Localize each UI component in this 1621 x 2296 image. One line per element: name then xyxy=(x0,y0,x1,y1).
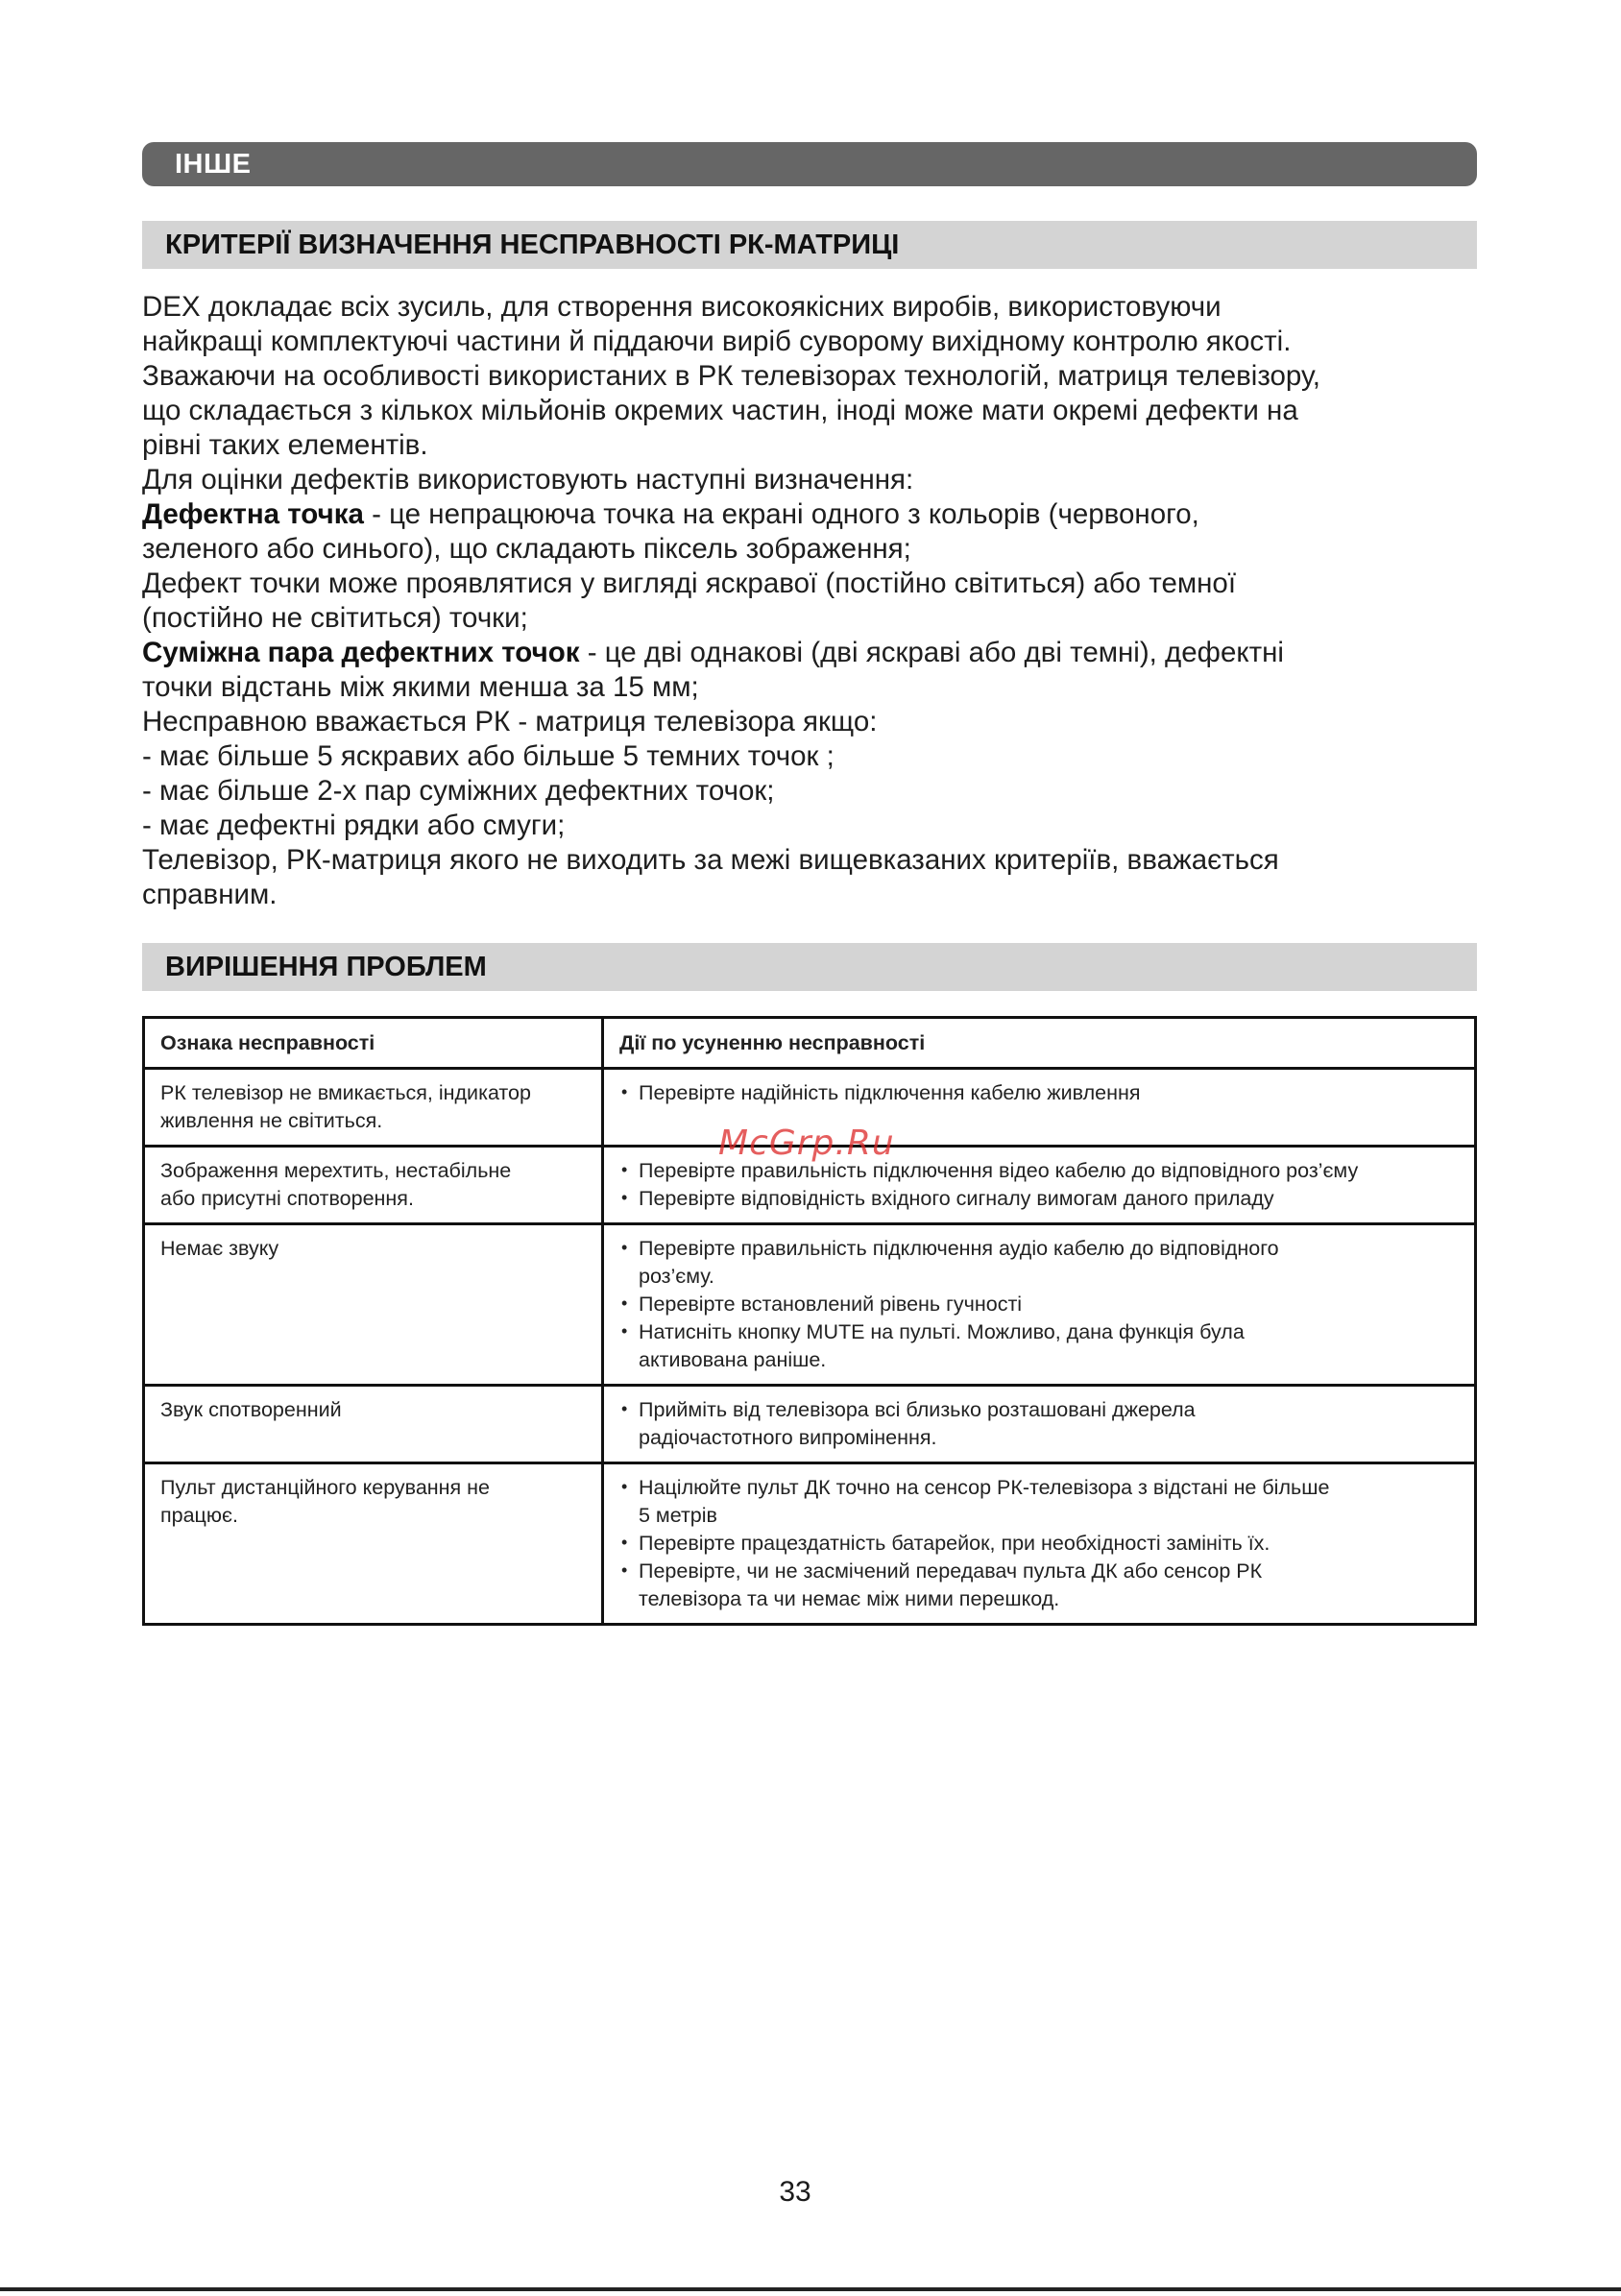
text-line: DEX докладає всіх зусиль, для створення високоякісних виробів, використовуючи xyxy=(142,291,1222,323)
cell-line: Пульт дистанційного керування не xyxy=(160,1476,490,1499)
table-row xyxy=(144,1386,1476,1463)
cell-line: активована раніше. xyxy=(639,1348,827,1371)
symptom-cell xyxy=(144,1386,603,1463)
action-item xyxy=(619,1530,1461,1558)
text-line: Несправною вважається РК - матриця телевізора якщо: xyxy=(142,706,878,737)
symptom-cell xyxy=(144,1069,603,1147)
symptom-cell xyxy=(144,1147,603,1224)
text-line: зеленого або синього), що складають піксель зображення; xyxy=(142,533,911,565)
table-row xyxy=(144,1224,1476,1386)
definition-defective-point xyxy=(142,497,1487,532)
text-line: - має дефектні рядки або смуги; xyxy=(142,810,566,841)
symptom-cell xyxy=(144,1224,603,1386)
text-line: - має більше 2-х пар суміжних дефектних точок; xyxy=(142,775,775,807)
cell-line: • Перевірте встановлений рівень гучності xyxy=(639,1293,1023,1316)
table-row xyxy=(144,1463,1476,1625)
cell-line: • Перевірте відповідність вхідного сигналу вимогам даного приладу xyxy=(639,1187,1274,1210)
actions-cell xyxy=(603,1224,1476,1386)
cell-line: телевізора та чи немає між ними перешкод. xyxy=(639,1587,1060,1610)
text-line: точки відстань між якими менша за 15 мм; xyxy=(142,671,699,703)
cell-line: Немає звуку xyxy=(160,1237,279,1260)
text-line: Для оцінки дефектів використовують наступні визначення: xyxy=(142,464,914,495)
text-line: що складається з кількох мільйонів окремих частин, іноді може мати окремі дефекти на xyxy=(142,395,1298,426)
text-line: (постійно не світиться) точки; xyxy=(142,602,528,634)
action-item xyxy=(619,1558,1461,1613)
criteria-section-header xyxy=(142,221,1477,269)
watermark: McGrp.Ru xyxy=(718,1124,895,1163)
cell-line: працює. xyxy=(160,1504,238,1527)
action-item xyxy=(619,1185,1461,1213)
cell-line: • Перевірте працездатність батарейок, при необхідності замініть їх. xyxy=(639,1532,1270,1555)
cell-line: 5 метрів xyxy=(639,1504,717,1527)
column-header-symptom: Ознака несправності xyxy=(144,1018,603,1069)
term-description: - це непрацююча точка на екрані одного з кольорів (червоного, xyxy=(363,498,1199,530)
text-line: Зважаючи на особливості використаних в РК телевізорах технологій, матриця телевізору, xyxy=(142,360,1321,392)
cell-line: РК телевізор не вмикається, індикатор xyxy=(160,1081,531,1104)
text-line: Телевізор, РК-матриця якого не виходить за межі вищевказаних критеріїв, вважається xyxy=(142,844,1279,876)
cell-line: • Націлюйте пульт ДК точно на сенсор РК-телевізора з відстані не більше xyxy=(639,1476,1330,1499)
cell-line: • Перевірте правильність підключення аудіо кабелю до відповідного xyxy=(639,1237,1279,1260)
action-item xyxy=(619,1318,1461,1374)
cell-line: живлення не світиться. xyxy=(160,1109,383,1132)
cell-line: радіочастотного випромінення. xyxy=(639,1426,937,1449)
section-header-title: ІНШЕ xyxy=(175,148,252,180)
section-header-inshe xyxy=(142,142,1477,186)
term-description: - це дві однакові (дві яскраві або дві темні), дефектні xyxy=(579,637,1284,668)
troubleshooting-section-title: ВИРІШЕННЯ ПРОБЛЕМ xyxy=(165,951,487,982)
action-item xyxy=(619,1079,1461,1107)
page-number: 33 xyxy=(779,2176,811,2208)
text-line: Дефект точки може проявлятися у вигляді яскравої (постійно світиться) або темної xyxy=(142,568,1237,599)
bottom-divider xyxy=(0,2287,1621,2291)
cell-line: Зображення мерехтить, нестабільне xyxy=(160,1159,512,1182)
criteria-section-title: КРИТЕРІЇ ВИЗНАЧЕННЯ НЕСПРАВНОСТІ РК-МАТРИЦІ xyxy=(165,229,900,260)
criteria-text xyxy=(142,290,1487,912)
actions-cell xyxy=(603,1463,1476,1625)
cell-line: • Перевірте надійність підключення кабелю живлення xyxy=(639,1081,1141,1104)
action-item xyxy=(619,1474,1461,1530)
cell-line: • Прийміть від телевізора всі близько розташовані джерела xyxy=(639,1398,1196,1421)
action-item xyxy=(619,1291,1461,1318)
cell-line: або присутні спотворення. xyxy=(160,1187,414,1210)
text-line: найкращі комплектуючі частини й піддаючи виріб суворому вихідному контролю якості. xyxy=(142,326,1292,357)
definition-adjacent-pair xyxy=(142,636,1487,670)
cell-line: роз’єму. xyxy=(639,1265,714,1288)
text-line: рівні таких елементів. xyxy=(142,429,428,461)
actions-cell xyxy=(603,1386,1476,1463)
action-item xyxy=(619,1235,1461,1291)
cell-line: • Перевірте, чи не засмічений передавач пульта ДК або сенсор РК xyxy=(639,1559,1263,1583)
action-item xyxy=(619,1396,1461,1452)
text-line: справним. xyxy=(142,879,278,910)
term-defective-point: Дефектна точка xyxy=(142,498,364,530)
table-header-row xyxy=(144,1018,1476,1069)
symptom-cell xyxy=(144,1463,603,1625)
column-header-actions: Дії по усуненню несправності xyxy=(603,1018,1476,1069)
term-adjacent-pair: Суміжна пара дефектних точок xyxy=(142,637,580,668)
cell-line: • Перевірте правильність підключення відео кабелю до відповідного роз’єму xyxy=(639,1159,1359,1182)
troubleshooting-table xyxy=(142,1016,1477,1626)
troubleshooting-section-header xyxy=(142,943,1477,991)
text-line: - має більше 5 яскравих або більше 5 темних точок ; xyxy=(142,740,835,772)
cell-line: Звук спотворенний xyxy=(160,1398,342,1421)
cell-line: • Натисніть кнопку MUTE на пульті. Можливо, дана функція була xyxy=(639,1320,1245,1343)
